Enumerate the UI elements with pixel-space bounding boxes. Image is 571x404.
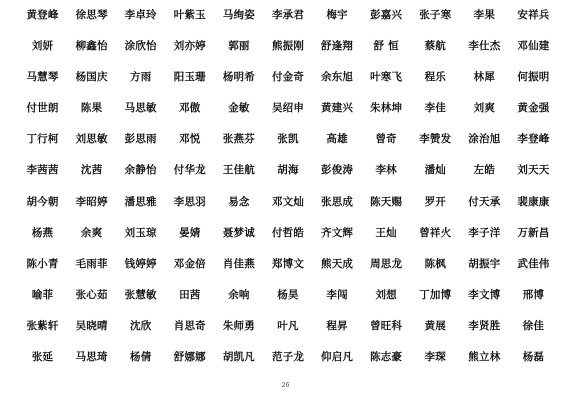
name-cell: 余爽 [80, 227, 103, 239]
name-cell: 胡海 [277, 164, 299, 176]
name-cell: 邓仙建 [517, 40, 550, 52]
name-row [18, 286, 558, 304]
name-cell: 林犀 [473, 71, 496, 83]
name-cell: 沈欣 [130, 320, 152, 332]
name-cell: 曾奇 [375, 133, 397, 145]
name-row [18, 193, 558, 211]
name-cell: 杨明希 [222, 71, 255, 83]
name-cell: 李贤胜 [468, 320, 501, 332]
name-cell: 朱师勇 [222, 320, 255, 332]
name-row [18, 161, 558, 179]
name-cell: 马慧琴 [26, 71, 59, 83]
name-cell: 刘爽 [473, 102, 496, 114]
name-cell: 舒逢翔 [321, 40, 354, 52]
name-cell: 叶凡 [277, 320, 299, 332]
name-cell: 邢博 [522, 289, 545, 301]
name-cell: 柳鑫怡 [75, 40, 108, 52]
name-cell: 马思琦 [75, 351, 108, 363]
name-cell: 张凯 [277, 133, 299, 145]
name-cell: 付世朗 [26, 102, 59, 114]
name-cell: 张思成 [321, 196, 354, 208]
name-cell: 陈天赐 [370, 196, 403, 208]
name-cell: 杨昊 [277, 289, 299, 301]
name-cell: 邓悦 [179, 133, 201, 145]
name-cell: 徐思琴 [75, 9, 108, 21]
name-cell: 肖思奇 [173, 320, 206, 332]
name-cell: 潘思雅 [124, 196, 157, 208]
name-cell: 郭丽 [228, 40, 250, 52]
name-cell: 曾祥火 [419, 227, 452, 239]
name-cell: 黄金强 [517, 102, 550, 114]
name-cell: 蔡航 [424, 40, 446, 52]
name-cell: 张慧敏 [124, 289, 157, 301]
name-cell: 罗开 [424, 196, 446, 208]
name-cell: 方雨 [130, 71, 152, 83]
name-cell: 彭思雨 [124, 133, 157, 145]
name-cell: 李琛 [424, 351, 446, 363]
name-cell: 齐文辉 [321, 227, 354, 239]
name-cell: 陈志豪 [370, 351, 403, 363]
name-cell: 刘亦婷 [173, 40, 206, 52]
name-cell: 徐佳 [522, 320, 545, 332]
name-cell: 付华龙 [173, 164, 206, 176]
name-cell: 李昭婷 [75, 196, 108, 208]
name-cell: 李闯 [326, 289, 348, 301]
name-cell: 曾旺科 [370, 320, 403, 332]
name-cell: 舒娜娜 [173, 351, 206, 363]
name-cell: 李文博 [468, 289, 501, 301]
name-cell: 刘天天 [517, 164, 550, 176]
name-cell: 张心茹 [75, 289, 108, 301]
name-cell: 邓金倍 [173, 258, 206, 270]
name-cell: 马思敏 [124, 102, 157, 114]
name-cell: 黄展 [424, 320, 446, 332]
name-cell: 叶紫玉 [173, 9, 206, 21]
name-cell: 潘灿 [424, 164, 446, 176]
name-cell: 聂梦诚 [222, 227, 255, 239]
name-cell: 付金奇 [271, 71, 305, 83]
name-cell: 李佳 [424, 102, 446, 114]
name-cell: 胡振宇 [468, 258, 501, 270]
name-row [18, 224, 558, 242]
name-row [18, 317, 558, 335]
name-cell: 吴绍申 [271, 102, 305, 114]
name-cell: 李承君 [271, 9, 305, 21]
name-row [18, 68, 558, 86]
name-cell: 杨国庆 [75, 71, 108, 83]
name-cell: 舒 恒 [373, 40, 399, 52]
name-cell: 李子洋 [468, 227, 501, 239]
name-cell: 熊立林 [468, 351, 501, 363]
name-cell: 李仕杰 [468, 40, 501, 52]
name-cell: 王灿 [375, 227, 397, 239]
name-cell: 陈果 [80, 102, 103, 114]
name-cell: 左皓 [473, 164, 496, 176]
name-cell: 黄建兴 [321, 102, 354, 114]
name-cell: 余响 [228, 289, 250, 301]
name-row [18, 99, 558, 117]
name-cell: 余静怡 [124, 164, 157, 176]
name-cell: 李果 [473, 9, 496, 21]
name-cell: 付天承 [468, 196, 501, 208]
name-cell: 何振明 [517, 71, 550, 83]
name-cell: 邓文灿 [271, 196, 305, 208]
name-cell: 安祥兵 [517, 9, 550, 21]
name-cell: 梅宇 [326, 9, 348, 21]
name-cell: 熊天成 [321, 258, 354, 270]
name-cell: 刘想 [375, 289, 397, 301]
name-cell: 刘玉琼 [124, 227, 157, 239]
name-cell: 杨燕 [31, 227, 54, 239]
name-cell: 彭嘉兴 [370, 9, 403, 21]
name-cell: 付哲皓 [271, 227, 305, 239]
name-cell: 田茜 [179, 289, 201, 301]
name-cell: 阳玉珊 [173, 71, 206, 83]
name-cell: 胡凯凡 [222, 351, 255, 363]
name-row [18, 130, 558, 148]
name-cell: 彭俊涛 [321, 164, 354, 176]
name-cell: 杨磊 [522, 351, 545, 363]
name-cell: 余东旭 [321, 71, 354, 83]
name-cell: 王佳航 [222, 164, 255, 176]
name-cell: 吴晓晴 [75, 320, 108, 332]
name-cell: 熊振刚 [271, 40, 305, 52]
name-cell: 喻菲 [31, 289, 54, 301]
name-cell: 李思羽 [173, 196, 206, 208]
name-cell: 涂欣怡 [124, 40, 157, 52]
name-cell: 万新昌 [517, 227, 550, 239]
name-cell: 仰启凡 [321, 351, 354, 363]
name-cell: 张燕芬 [222, 133, 255, 145]
name-cell: 丁加博 [419, 289, 452, 301]
name-cell: 周思龙 [370, 258, 403, 270]
name-cell: 毛雨菲 [75, 258, 108, 270]
name-cell: 张延 [31, 351, 54, 363]
name-cell: 邓傲 [179, 102, 201, 114]
name-cell: 胡今朝 [26, 196, 59, 208]
name-cell: 涂治旭 [468, 133, 501, 145]
name-cell: 程昇 [326, 320, 348, 332]
name-cell: 李茜茜 [26, 164, 59, 176]
name-cell: 程乐 [424, 71, 446, 83]
name-row [18, 348, 558, 366]
name-cell: 张紫轩 [26, 320, 59, 332]
name-cell: 刘妍 [31, 40, 54, 52]
name-cell: 金敏 [228, 102, 250, 114]
name-cell: 肖佳燕 [222, 258, 255, 270]
name-row [18, 255, 558, 273]
name-cell: 陈小青 [26, 258, 59, 270]
name-cell: 李赞发 [419, 133, 452, 145]
name-row [18, 6, 558, 24]
name-cell: 张子寒 [419, 9, 452, 21]
name-cell: 陈枫 [424, 258, 446, 270]
name-cell: 黄登峰 [26, 9, 59, 21]
name-cell: 沈茜 [80, 164, 103, 176]
name-cell: 范子龙 [271, 351, 305, 363]
name-cell: 朱林坤 [370, 102, 403, 114]
name-cell: 裴康康 [517, 196, 550, 208]
name-cell: 马绚姿 [222, 9, 255, 21]
name-cell: 李卓玲 [124, 9, 157, 21]
name-cell: 武佳伟 [517, 258, 550, 270]
name-cell: 晏婧 [179, 227, 201, 239]
name-cell: 高雄 [326, 133, 348, 145]
name-cell: 易念 [228, 196, 250, 208]
name-row [18, 37, 558, 55]
name-cell: 李登峰 [517, 133, 550, 145]
page-number: 26 [281, 382, 290, 389]
name-cell: 钱婷婷 [124, 258, 157, 270]
name-cell: 李林 [375, 164, 397, 176]
name-cell: 丁行柯 [26, 133, 59, 145]
name-cell: 郑博文 [271, 258, 305, 270]
name-cell: 杨倩 [130, 351, 152, 363]
name-cell: 刘思敏 [75, 133, 108, 145]
name-cell: 叶寒飞 [370, 71, 403, 83]
